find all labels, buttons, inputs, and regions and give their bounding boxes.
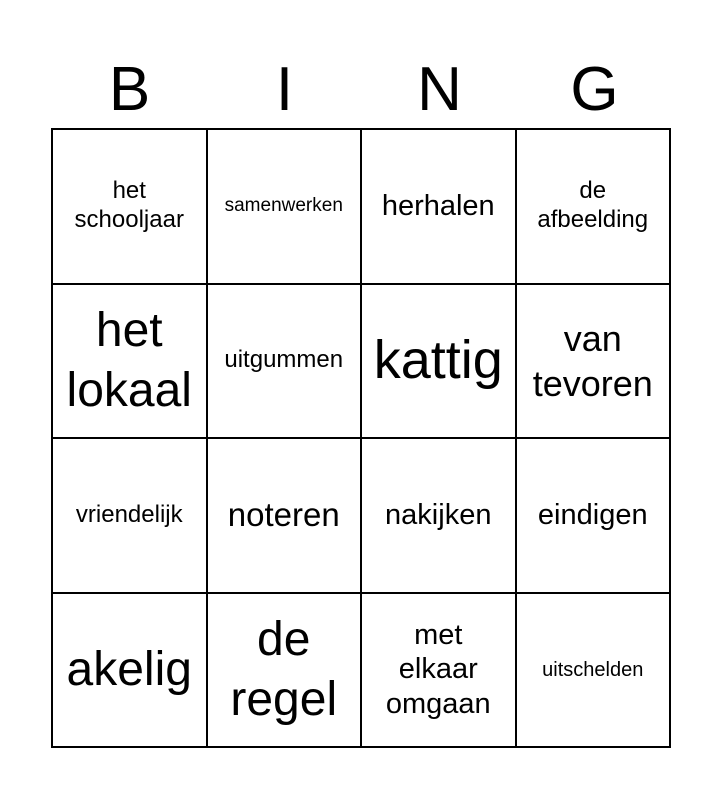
- cell-text: eindigen: [537, 498, 648, 531]
- bingo-cell[interactable]: [517, 594, 672, 749]
- bingo-cell[interactable]: [208, 285, 363, 440]
- bingo-cell[interactable]: [53, 130, 208, 285]
- cell-text: noteren: [227, 495, 340, 533]
- header-letter-i: I: [275, 55, 294, 124]
- bingo-cell[interactable]: [362, 130, 517, 285]
- header-letter-n: N: [417, 55, 462, 124]
- cell-text: met elkaar omgaan: [385, 618, 491, 721]
- cell-text: akelig: [66, 642, 192, 696]
- cell-text: het lokaal: [66, 303, 192, 417]
- bingo-grid: [51, 128, 671, 748]
- cell-text: het schooljaar: [74, 177, 184, 234]
- bingo-cell[interactable]: [208, 439, 363, 594]
- bingo-cell[interactable]: [53, 439, 208, 594]
- cell-text: vriendelijk: [75, 500, 183, 528]
- bingo-cell[interactable]: [517, 130, 672, 285]
- cell-text: kattig: [373, 330, 503, 391]
- bingo-cell[interactable]: [53, 285, 208, 440]
- cell-text: van tevoren: [532, 317, 653, 404]
- cell-text: de afbeelding: [537, 177, 649, 234]
- cell-text: nakijken: [385, 498, 492, 531]
- header-letter-g: G: [570, 55, 619, 124]
- cell-text: uitgummen: [224, 346, 344, 374]
- cell-text: samenwerken: [224, 194, 343, 216]
- header-letter-b: B: [108, 55, 151, 124]
- cell-text: de regel: [230, 612, 338, 726]
- bingo-cell[interactable]: [362, 594, 517, 749]
- cell-text: herhalen: [381, 189, 495, 222]
- bingo-cell[interactable]: [517, 285, 672, 440]
- bingo-cell[interactable]: [53, 594, 208, 749]
- bingo-cell[interactable]: [208, 130, 363, 285]
- bingo-cell[interactable]: [362, 285, 517, 440]
- bingo-cell[interactable]: [517, 439, 672, 594]
- bingo-header: [52, 50, 672, 130]
- bingo-cell[interactable]: [208, 594, 363, 749]
- bingo-cell[interactable]: [362, 439, 517, 594]
- cell-text: uitschelden: [542, 658, 644, 681]
